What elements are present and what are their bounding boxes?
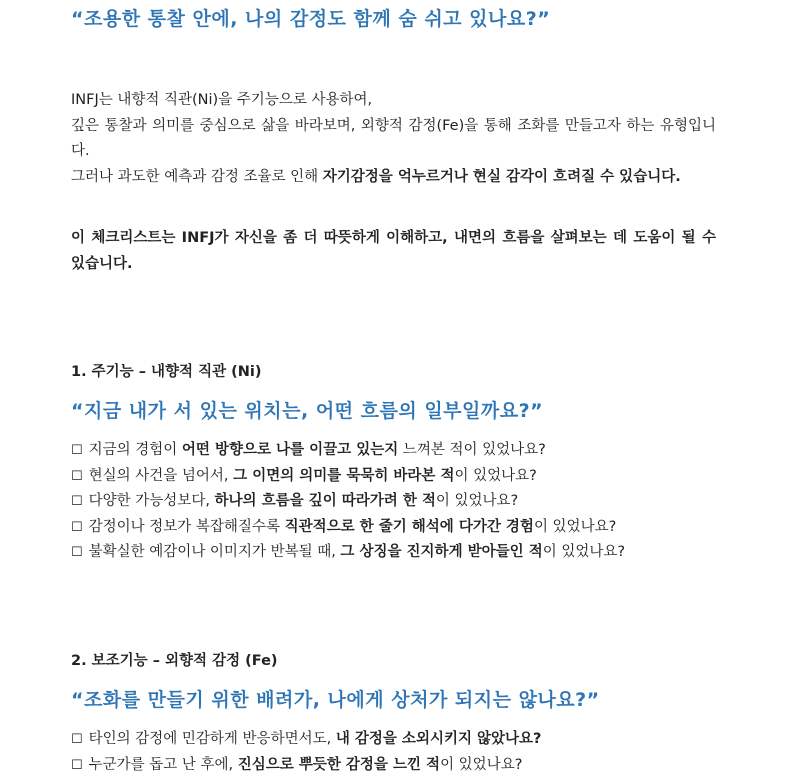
intro-emphasis: 자기감정을 억누르거나 현실 감각이 흐려질 수 있습니다. [323, 169, 681, 185]
checkbox-icon[interactable]: ☐ [71, 489, 83, 515]
section1-checklist [71, 438, 716, 566]
checkbox-icon[interactable]: ☐ [71, 515, 83, 541]
intro-line-1: INFJ는 내향적 직관(Ni)을 주기능으로 사용하여, [71, 88, 716, 114]
checklist-item: ☐ 감정이나 정보가 복잡해질수록 직관적으로 한 줄기 해석에 다가간 경험이 있었나요? [71, 515, 716, 541]
checkbox-icon[interactable]: ☐ [71, 753, 83, 778]
checklist-item: ☐ 지금의 경험이 어떤 방향으로 나를 이끌고 있는지 느껴본 적이 있었나요? [71, 438, 716, 464]
intro-paragraph [71, 88, 716, 190]
checklist-item: ☐ 타인의 감정에 민감하게 반응하면서도, 내 감정을 소외시키지 않았나요? [71, 727, 716, 753]
intro-summary: 이 체크리스트는 INFJ가 자신을 좀 더 따뜻하게 이해하고, 내면의 흐름을 살펴보는 데 도움이 될 수 있습니다. [71, 226, 716, 277]
intro-line-3: 그러나 과도한 예측과 감정 조율로 인해 자기감정을 억누르거나 현실 감각이 흐려질 수 있습니다. [71, 165, 716, 191]
checklist-item: ☐ 불확실한 예감이나 이미지가 반복될 때, 그 상징을 진지하게 받아들인 적이 있었나요? [71, 540, 716, 566]
section1-heading: 1. 주기능 – 내향적 직관 (Ni) [71, 361, 262, 383]
section1-quote: “지금 내가 서 있는 위치는, 어떤 흐름의 일부일까요?” [71, 398, 543, 424]
checklist-item: ☐ 누군가를 돕고 난 후에, 진심으로 뿌듯한 감정을 느낀 적이 있었나요? [71, 753, 716, 778]
intro-quote: “조용한 통찰 안에, 나의 감정도 함께 숨 쉬고 있나요?” [71, 6, 550, 32]
section2-quote: “조화를 만들기 위한 배려가, 나에게 상처가 되지는 않나요?” [71, 687, 600, 713]
checkbox-icon[interactable]: ☐ [71, 540, 83, 566]
section2-checklist [71, 727, 716, 778]
checkbox-icon[interactable]: ☐ [71, 438, 83, 464]
checkbox-icon[interactable]: ☐ [71, 464, 83, 490]
checklist-item: ☐ 현실의 사건을 넘어서, 그 이면의 의미를 묵묵히 바라본 적이 있었나요? [71, 464, 716, 490]
checkbox-icon[interactable]: ☐ [71, 727, 83, 753]
checklist-item: ☐ 다양한 가능성보다, 하나의 흐름을 깊이 따라가려 한 적이 있었나요? [71, 489, 716, 515]
intro-line-2: 깊은 통찰과 의미를 중심으로 삶을 바라보며, 외향적 감정(Fe)을 통해 조화를 만들고자 하는 유형입니다. [71, 114, 716, 165]
section2-heading: 2. 보조기능 – 외향적 감정 (Fe) [71, 650, 278, 672]
